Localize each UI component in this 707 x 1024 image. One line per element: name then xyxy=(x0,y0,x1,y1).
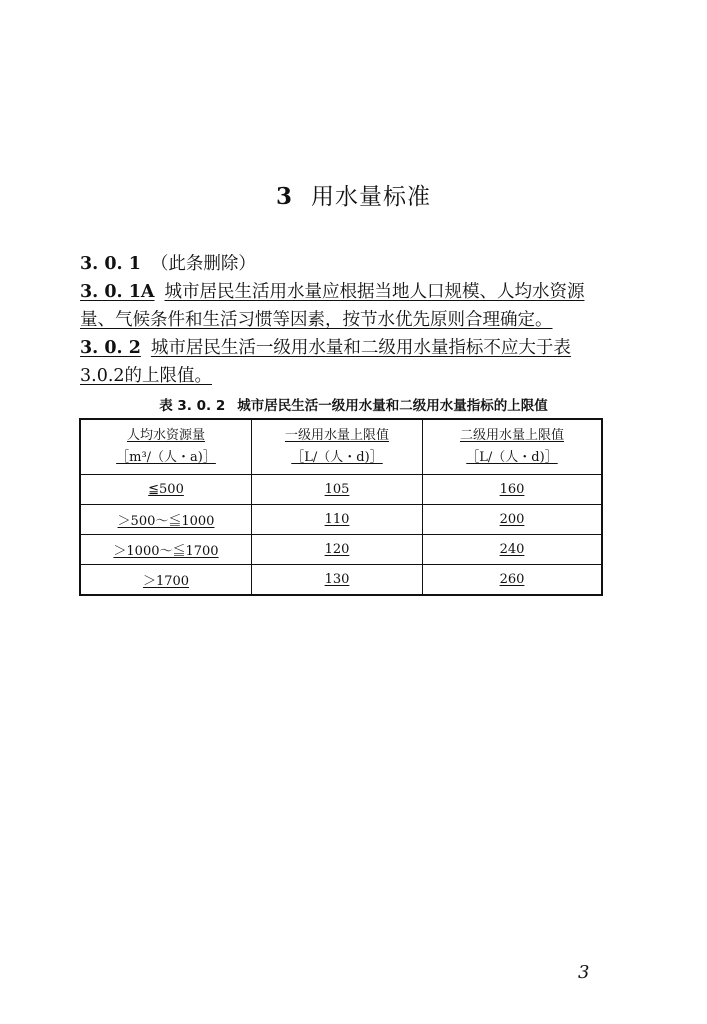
table-row xyxy=(80,505,602,535)
chapter-title xyxy=(0,178,707,211)
table-caption xyxy=(0,394,707,414)
clause-3-0-1 xyxy=(80,250,608,278)
table-cell: 200 xyxy=(423,505,603,535)
water-limit-table xyxy=(79,418,603,596)
clause-number: 3. 0. 1 xyxy=(80,254,141,274)
page-number: 3 xyxy=(578,962,590,983)
header-per-capita-water-resource xyxy=(80,419,252,475)
table-cell: ≦500 xyxy=(80,475,252,505)
clause-number: 3. 0. 1A xyxy=(80,282,155,302)
table-row xyxy=(80,535,602,565)
table-cell: ＞500～≦1000 xyxy=(80,505,252,535)
clause-text: （此条删除） xyxy=(150,254,256,274)
header-label: 人均水资源量 xyxy=(126,428,205,443)
table-cell: 240 xyxy=(423,535,603,565)
header-unit: ［L/（人・d)］ xyxy=(291,450,383,465)
table-cell: 160 xyxy=(423,475,603,505)
clause-3-0-1a xyxy=(80,278,608,334)
table-cell: 110 xyxy=(252,505,423,535)
header-unit: ［m³/（人・a)］ xyxy=(116,450,216,465)
clause-number: 3. 0. 2 xyxy=(80,338,141,358)
table-caption-number: 表 3. 0. 2 xyxy=(159,398,226,414)
chapter-number: 3 xyxy=(275,183,293,210)
table-cell: 260 xyxy=(423,565,603,596)
table-caption-title: 城市居民生活一级用水量和二级用水量指标的上限值 xyxy=(237,398,548,414)
clause-3-0-2 xyxy=(80,334,608,390)
header-unit: ［L/（人・d)］ xyxy=(466,450,558,465)
header-level1-limit xyxy=(252,419,423,475)
clause-text: 城市居民生活用水量应根据当地人口规模、人均水资源量、气候条件和生活习惯等因素，按节水优先原则合理确定。 xyxy=(80,282,585,330)
table-cell: 120 xyxy=(252,535,423,565)
table-cell: 105 xyxy=(252,475,423,505)
header-level2-limit xyxy=(423,419,603,475)
clause-text: 城市居民生活一级用水量和二级用水量指标不应大于表3.0.2的上限值。 xyxy=(80,338,571,386)
table-header-row xyxy=(80,419,602,475)
table-cell: ＞1700 xyxy=(80,565,252,596)
header-label: 二级用水量上限值 xyxy=(459,428,564,443)
table-cell: ＞1000～≦1700 xyxy=(80,535,252,565)
table-row xyxy=(80,475,602,505)
header-label: 一级用水量上限值 xyxy=(284,428,389,443)
chapter-title-text: 用水量标准 xyxy=(311,184,431,210)
clause-list xyxy=(80,250,608,390)
table-row xyxy=(80,565,602,596)
table-cell: 130 xyxy=(252,565,423,596)
